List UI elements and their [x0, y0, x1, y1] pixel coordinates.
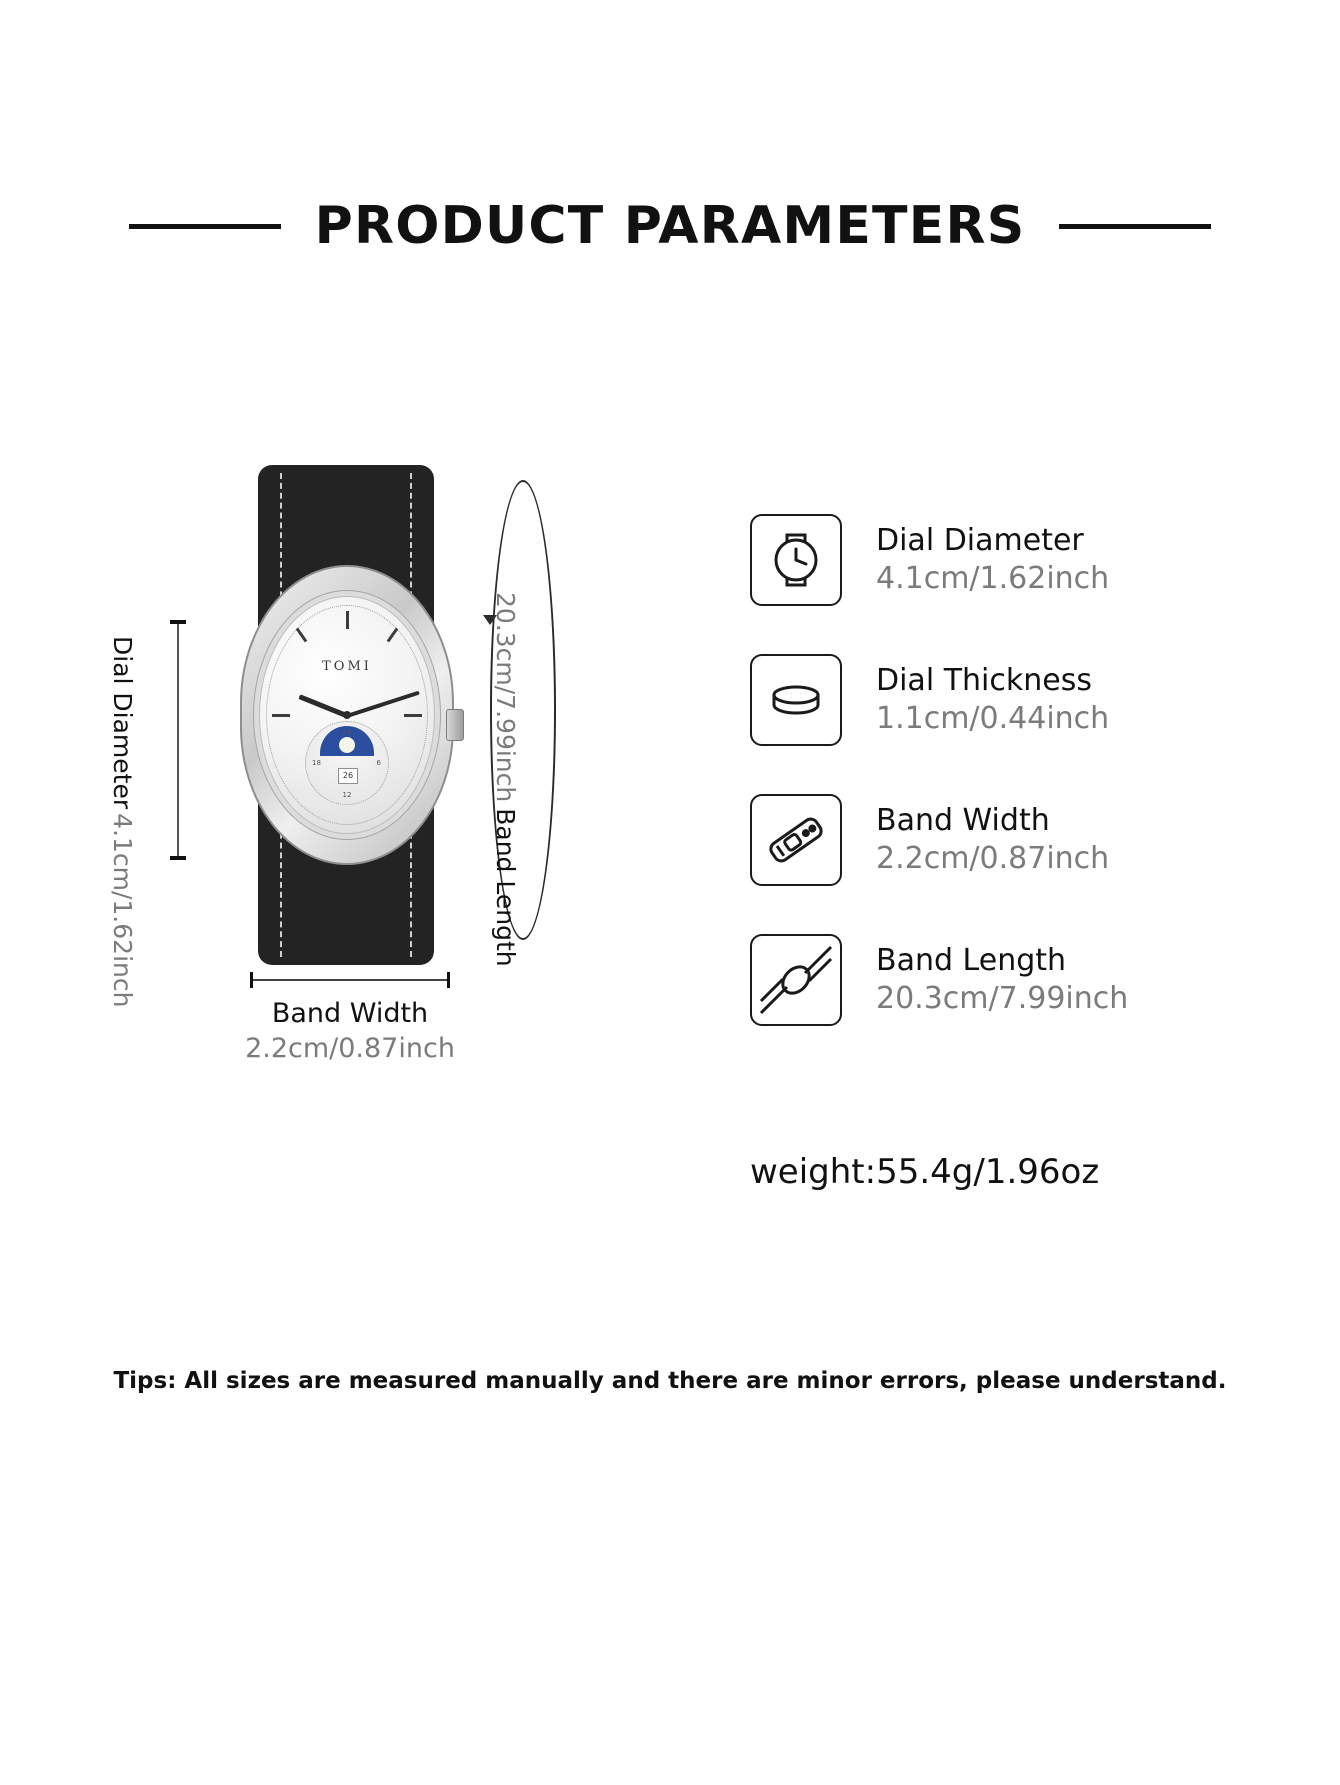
spec-name: Band Width — [876, 802, 1050, 838]
caliper-line — [250, 979, 450, 981]
product-illustration — [0, 440, 660, 1080]
header-rule-left — [129, 224, 281, 229]
watch-image — [222, 465, 472, 965]
watch-bezel — [253, 590, 441, 840]
spec-row-band-width — [750, 792, 1270, 888]
subdial-numeral-6: 6 — [376, 759, 381, 767]
band-width-callout-value: 2.2cm/0.87inch — [245, 1033, 455, 1065]
spec-value: 20.3cm/7.99inch — [876, 981, 1129, 1017]
spec-list — [750, 512, 1270, 1072]
spec-value: 2.2cm/0.87inch — [876, 841, 1110, 877]
band-width-callout-name: Band Width — [271, 998, 429, 1029]
header-rule-right — [1059, 224, 1211, 229]
dial-diameter-callout-name: Dial Diameter — [108, 636, 137, 810]
watch-dial — [259, 596, 435, 834]
spec-text — [876, 802, 1109, 879]
caliper-cap-top — [170, 620, 186, 624]
cylinder-icon — [750, 654, 842, 746]
spec-text — [876, 522, 1109, 599]
hour-index-12 — [346, 611, 349, 629]
footer-tip: Tips: All sizes are measured manually and there are minor errors, please understand. — [113, 1368, 1227, 1394]
subdial-numeral-12: 12 — [342, 791, 352, 799]
spec-name: Band Length — [876, 942, 1067, 978]
spec-row-band-length — [750, 932, 1270, 1028]
hour-index-9 — [272, 714, 290, 717]
caliper-cap-right — [447, 972, 450, 988]
dial-diameter-callout-value: 4.1cm/1.62inch — [108, 813, 137, 1008]
spec-text — [876, 662, 1109, 739]
hand-pivot — [343, 711, 351, 719]
moonphase-subdial — [305, 721, 389, 805]
date-window: 26 — [338, 768, 358, 784]
page-header — [0, 196, 1340, 256]
subdial-numeral-18: 18 — [312, 759, 321, 767]
weight-text: weight:55.4g/1.96oz — [750, 1152, 1100, 1192]
caliper-cap-bottom — [170, 856, 186, 860]
dial-diameter-caliper — [168, 620, 188, 860]
dial-brand-text: TOMI — [322, 659, 372, 674]
band-width-caliper — [250, 972, 450, 988]
watch-icon — [750, 514, 842, 606]
watch-crown — [446, 709, 464, 741]
band-length-callout — [491, 592, 520, 967]
spec-name: Dial Diameter — [876, 522, 1084, 558]
spec-value: 4.1cm/1.62inch — [876, 561, 1110, 597]
spec-row-dial-thickness — [750, 652, 1270, 748]
spec-row-dial-diameter — [750, 512, 1270, 608]
band-loop-icon — [750, 934, 842, 1026]
subdial-numeral-24: 24 — [342, 728, 352, 736]
spec-value: 1.1cm/0.44inch — [876, 701, 1110, 737]
page-title: PRODUCT PARAMETERS — [314, 196, 1026, 256]
band-width-callout — [180, 996, 520, 1066]
caliper-line — [177, 620, 179, 860]
hour-index-3 — [404, 714, 422, 717]
moon-icon — [339, 737, 355, 753]
caliper-cap-left — [250, 972, 253, 988]
spec-name: Dial Thickness — [876, 662, 1092, 698]
spec-text — [876, 942, 1128, 1019]
band-length-callout-value: 20.3cm/7.99inch — [491, 592, 520, 803]
strap-buckle-icon — [750, 794, 842, 886]
watch-case — [240, 565, 454, 865]
dial-diameter-callout — [108, 636, 137, 1008]
band-length-callout-name: Band Length — [491, 808, 520, 967]
